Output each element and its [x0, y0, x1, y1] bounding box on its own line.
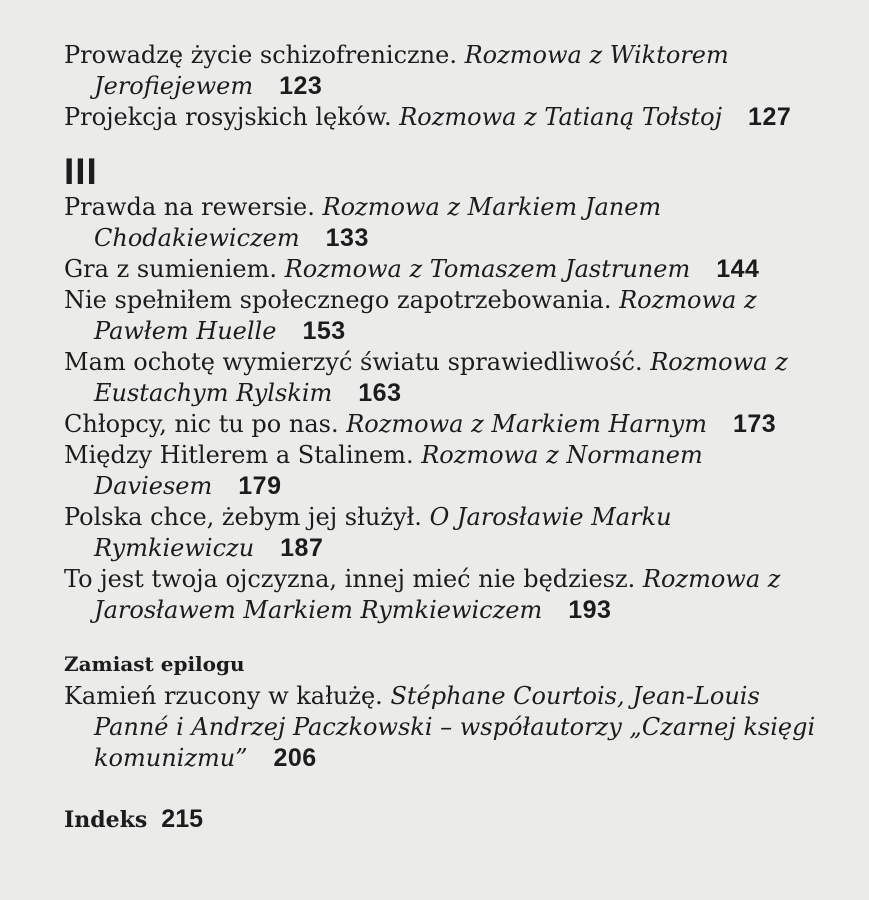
entry-subtitle: Rozmowa z Wiktorem Jerofiejewem — [94, 41, 729, 100]
entry-subtitle: Rozmowa z Tomaszem Jastrunem — [284, 255, 691, 283]
index-page-number: 215 — [161, 805, 204, 833]
entry-title: Chłopcy, nic tu po nas. — [64, 410, 339, 438]
entry-title: Kamień rzucony w kałużę. — [64, 682, 383, 710]
entry-page-number: 133 — [325, 224, 369, 252]
entry-subtitle: Rozmowa z Markiem Janem Chodakiewiczem — [94, 193, 662, 252]
entry-page-number: 127 — [748, 103, 792, 131]
toc-entry — [64, 440, 829, 502]
entry-page-number: 163 — [358, 379, 402, 407]
entry-subtitle: Rozmowa z Pawłem Huelle — [94, 286, 757, 345]
entry-page-number: 123 — [279, 72, 323, 100]
entry-page-number: 153 — [302, 317, 346, 345]
toc-entry — [64, 254, 829, 285]
toc-entry — [64, 409, 829, 440]
toc-entry — [64, 681, 829, 774]
toc-entry — [64, 102, 829, 133]
entry-subtitle: Rozmowa z Jarosławem Markiem Rymkiewiczem — [94, 565, 781, 624]
entry-page-number: 187 — [280, 534, 324, 562]
entry-title: To jest twoja ojczyzna, innej mieć nie będziesz. — [64, 565, 636, 593]
toc-entry — [64, 347, 829, 409]
index-entry — [64, 803, 829, 836]
entry-subtitle: Rozmowa z Normanem Daviesem — [94, 441, 703, 500]
entry-page-number: 206 — [273, 744, 317, 772]
entry-title: Polska chce, żebym jej służył. — [64, 503, 422, 531]
entry-page-number: 173 — [733, 410, 777, 438]
entry-title: Między Hitlerem a Stalinem. — [64, 441, 414, 469]
toc-entry — [64, 192, 829, 254]
entry-title: Gra z sumieniem. — [64, 255, 277, 283]
entry-title: Nie spełniłem społecznego zapotrzebowania. — [64, 286, 612, 314]
entry-page-number: 144 — [716, 255, 760, 283]
entry-subtitle: Rozmowa z Markiem Harnym — [346, 410, 707, 438]
entry-page-number: 179 — [238, 472, 282, 500]
section-numeral: III — [64, 151, 98, 192]
epilogue-heading: Zamiast epilogu — [64, 652, 245, 676]
toc-entry — [64, 285, 829, 347]
entry-subtitle: Rozmowa z Eustachym Rylskim — [94, 348, 788, 407]
toc-entry — [64, 40, 829, 102]
entry-page-number: 193 — [568, 596, 612, 624]
entry-title: Prawda na rewersie. — [64, 193, 315, 221]
entry-title: Prowadzę życie schizofreniczne. — [64, 41, 457, 69]
entry-title: Projekcja rosyjskich lęków. — [64, 103, 392, 131]
entry-subtitle: Rozmowa z Tatianą Tołstoj — [399, 103, 723, 131]
entry-title: Mam ochotę wymierzyć światu sprawiedliwość. — [64, 348, 643, 376]
index-label: Indeks — [64, 807, 148, 833]
toc-entry — [64, 564, 829, 626]
entry-subtitle: Stéphane Courtois, Jean-Louis Panné i Andrzej Paczkowski – współautorzy „Czarnej księgi komunizmu” — [94, 682, 816, 772]
toc-entry — [64, 502, 829, 564]
entry-subtitle: O Jarosławie Marku Rymkiewiczu — [94, 503, 672, 562]
